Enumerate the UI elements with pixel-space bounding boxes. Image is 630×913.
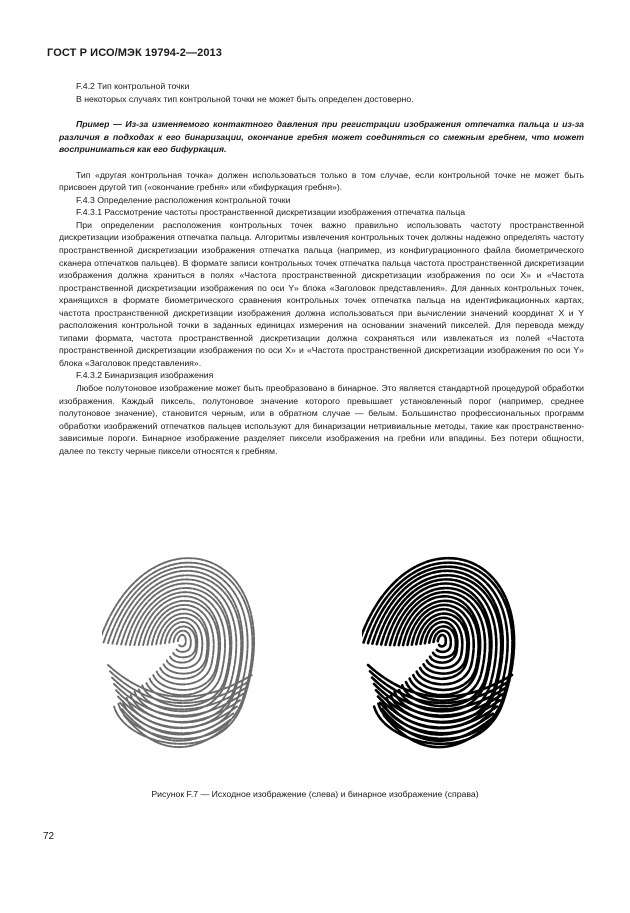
paragraph-f42-text: В некоторых случаях тип контрольной точки не может быть определен достоверно. [76,93,414,104]
section-heading-f42: F.4.2 Тип контрольной точки [76,81,190,91]
figure-caption: Рисунок F.7 — Исходное изображение (слева) и бинарное изображение (справа) [151,789,479,799]
example-note: Пример — Из-за изменяемого контактного давления при регистрации изображения отпечатка пальца и из-за различия в подходах к его бинаризации, окончание гребня может соединяться со смежным гребнем, что может восприниматься как его бифуркация. [59,119,584,155]
paragraph-sampling-rate: При определении расположения контрольных точек важно правильно использовать частоту пространственной дискретизации изображения отпечатка пальца. Алгоритмы извлечения контрольных точек должны надежно определять частоту пространственной дискретизации изображения отпечатка пальца (например, из конфигурационного файла биометрического сканера отпечатков пальцев). В формате записи контрольных точек отпечатка пальца частота пространственной дискретизации изображения должна храниться в полях «Частота пространственной дискретизации изображения по оси X» и «Частота пространственной дискретизации изображения по оси Y» блока «Заголовок представления». Для данных контрольных точек, хранящихся в формате биометрического сравнения контрольных точек отпечатка пальца на идентификационных картах, частота пространственной дискретизации изображения должна использоваться при вычислении значений координат X и Y расположения контрольной точки в заданных единицах измерения на основании значений пикселей. Для перевода между типами формата, частота пространственной дискретизации должна сохраняться или извлекаться из полей «Частота пространственной дискретизации изображения по оси X» и «Частота пространственной дискретизации изображения по оси Y» блока «Заголовок представления». [59,219,584,368]
paragraph-binarization: Любое полутоновое изображение может быть преобразовано в бинарное. Это является стандартной процедурой обработки изображения. Каждый пиксель, полутоновое значение которого превышает установленный порог (например, среднее полутоновое значение), становится черным, или в обратном случае — белым. Большинство профессиональных программ обработки изображений отпечатков пальцев используют для бинаризации нетривиальные методы, такие как пространственно-зависимые пороги. Бинарное изображение разделяет пиксели изображения на гребни или впадины. Без потери общности, далее по тексту черные пиксели относятся к гребням. [59,383,584,456]
section-heading-f431: F.4.3.1 Рассмотрение частоты пространственной дискретизации изображения отпечатка пальца [76,207,466,218]
page-number: 72 [43,831,55,842]
section-heading-f432: F.4.3.2 Бинаризация изображения [76,370,214,381]
fingerprint-binary-image [362,530,532,766]
document-header: ГОСТ Р ИСО/МЭК 19794-2—2013 [47,47,222,59]
document-body [59,80,584,457]
paragraph-other-type: Тип «другая контрольная точка» должен использоваться только в том случае, если контрольной точке не может быть присвоен другой тип («окончание гребня» или «бифуркация гребня»). [59,169,584,193]
figure-f7 [0,530,630,765]
fingerprint-grayscale-image [102,530,272,766]
section-heading-f43: F.4.3 Определение расположения контрольной точки [76,194,291,205]
